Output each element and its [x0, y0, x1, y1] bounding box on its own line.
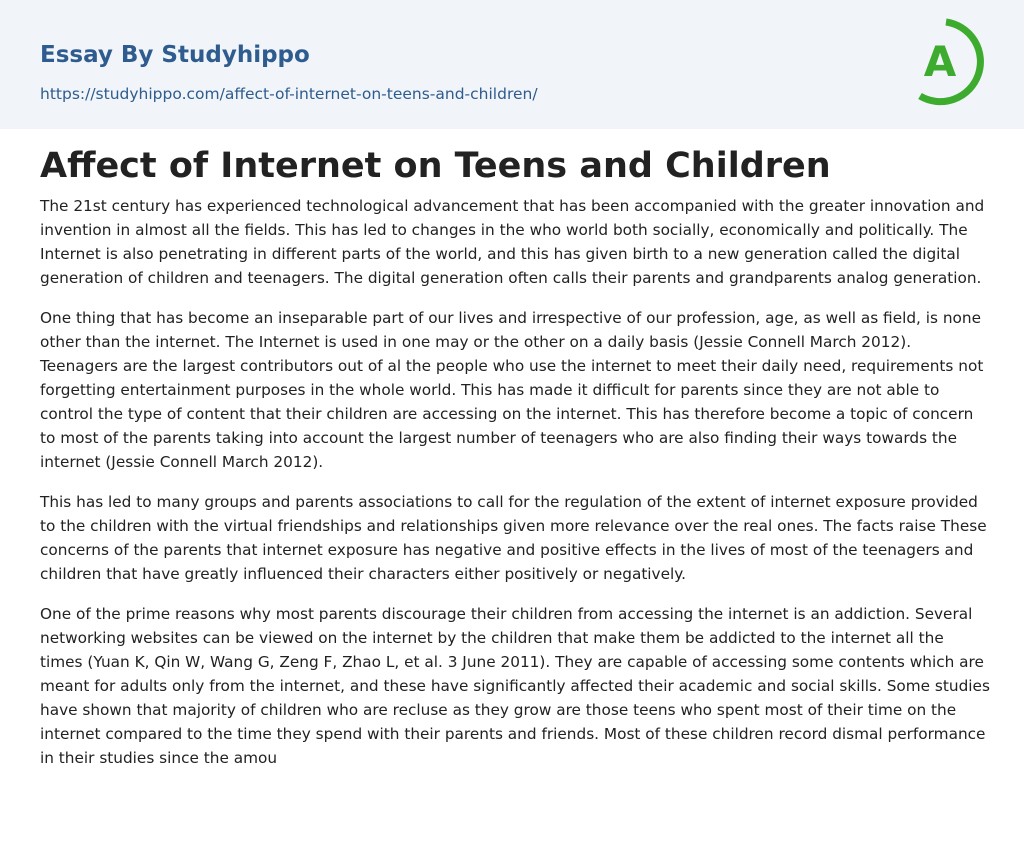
paragraph: One of the prime reasons why most parents discourage their children from accessing the internet is an addiction. Several networking websites can be viewed on the internet by the children that make them be addicted to the internet all the times (Yuan K, Qin W, Wang G, Zeng F, Zhao L, et al. 3 June 2011). They are capable of accessing some contents which are meant for adults only from the internet, and these have significantly affected their academic and social skills. Some studies have shown that majority of children who are recluse as they grow are those teens who spent most of their time on the internet compared to the time they spend with their parents and friends. Most of these children record dismal performance in their studies since the amou — [40, 605, 990, 767]
paragraph: This has led to many groups and parents associations to call for the regulation of the extent of internet exposure provided to the children with the virtual friendships and relationships given more relevance over the real ones. The facts raise These concerns of the parents that internet exposure has negative and positive effects in the lives of most of the teenagers and children that have greatly influenced their characters either positively or negatively. — [40, 493, 987, 583]
logo-letter: A — [923, 37, 957, 86]
studyhippo-logo-icon[interactable] — [912, 18, 986, 106]
paragraph: The 21st century has experienced technological advancement that has been accompanied with the greater innovation and invention in almost all the fields. This has led to changes in the who world both socially, economically and politically. The Internet is also penetrating in different parts of the world, and this has given birth to a new generation called the digital generation of children and teenagers. The digital generation often calls their parents and grandparents analog generation. — [40, 197, 985, 287]
article-title: Affect of Internet on Teens and Children — [40, 146, 831, 186]
article-body — [40, 194, 990, 786]
paragraph: One thing that has become an inseparable part of our lives and irrespective of our profession, age, as well as field, is none other than the internet. The Internet is used in one may or the other on a daily basis (Jessie Connell March 2012). Teenagers are the largest contributors out of al the people who use the internet to meet their daily need, requirements not forgetting entertainment purposes in the whole world. This has made it difficult for parents since they are not able to control the type of content that their children are accessing on the internet. This has therefore become a topic of concern to most of the parents taking into account the largest number of teenagers who are also finding their ways towards the internet (Jessie Connell March 2012). — [40, 309, 984, 471]
site-header — [0, 0, 1024, 129]
brand-title[interactable]: Essay By Studyhippo — [40, 42, 310, 68]
article-url-link[interactable]: https://studyhippo.com/affect-of-internet-on-teens-and-children/ — [40, 85, 538, 103]
